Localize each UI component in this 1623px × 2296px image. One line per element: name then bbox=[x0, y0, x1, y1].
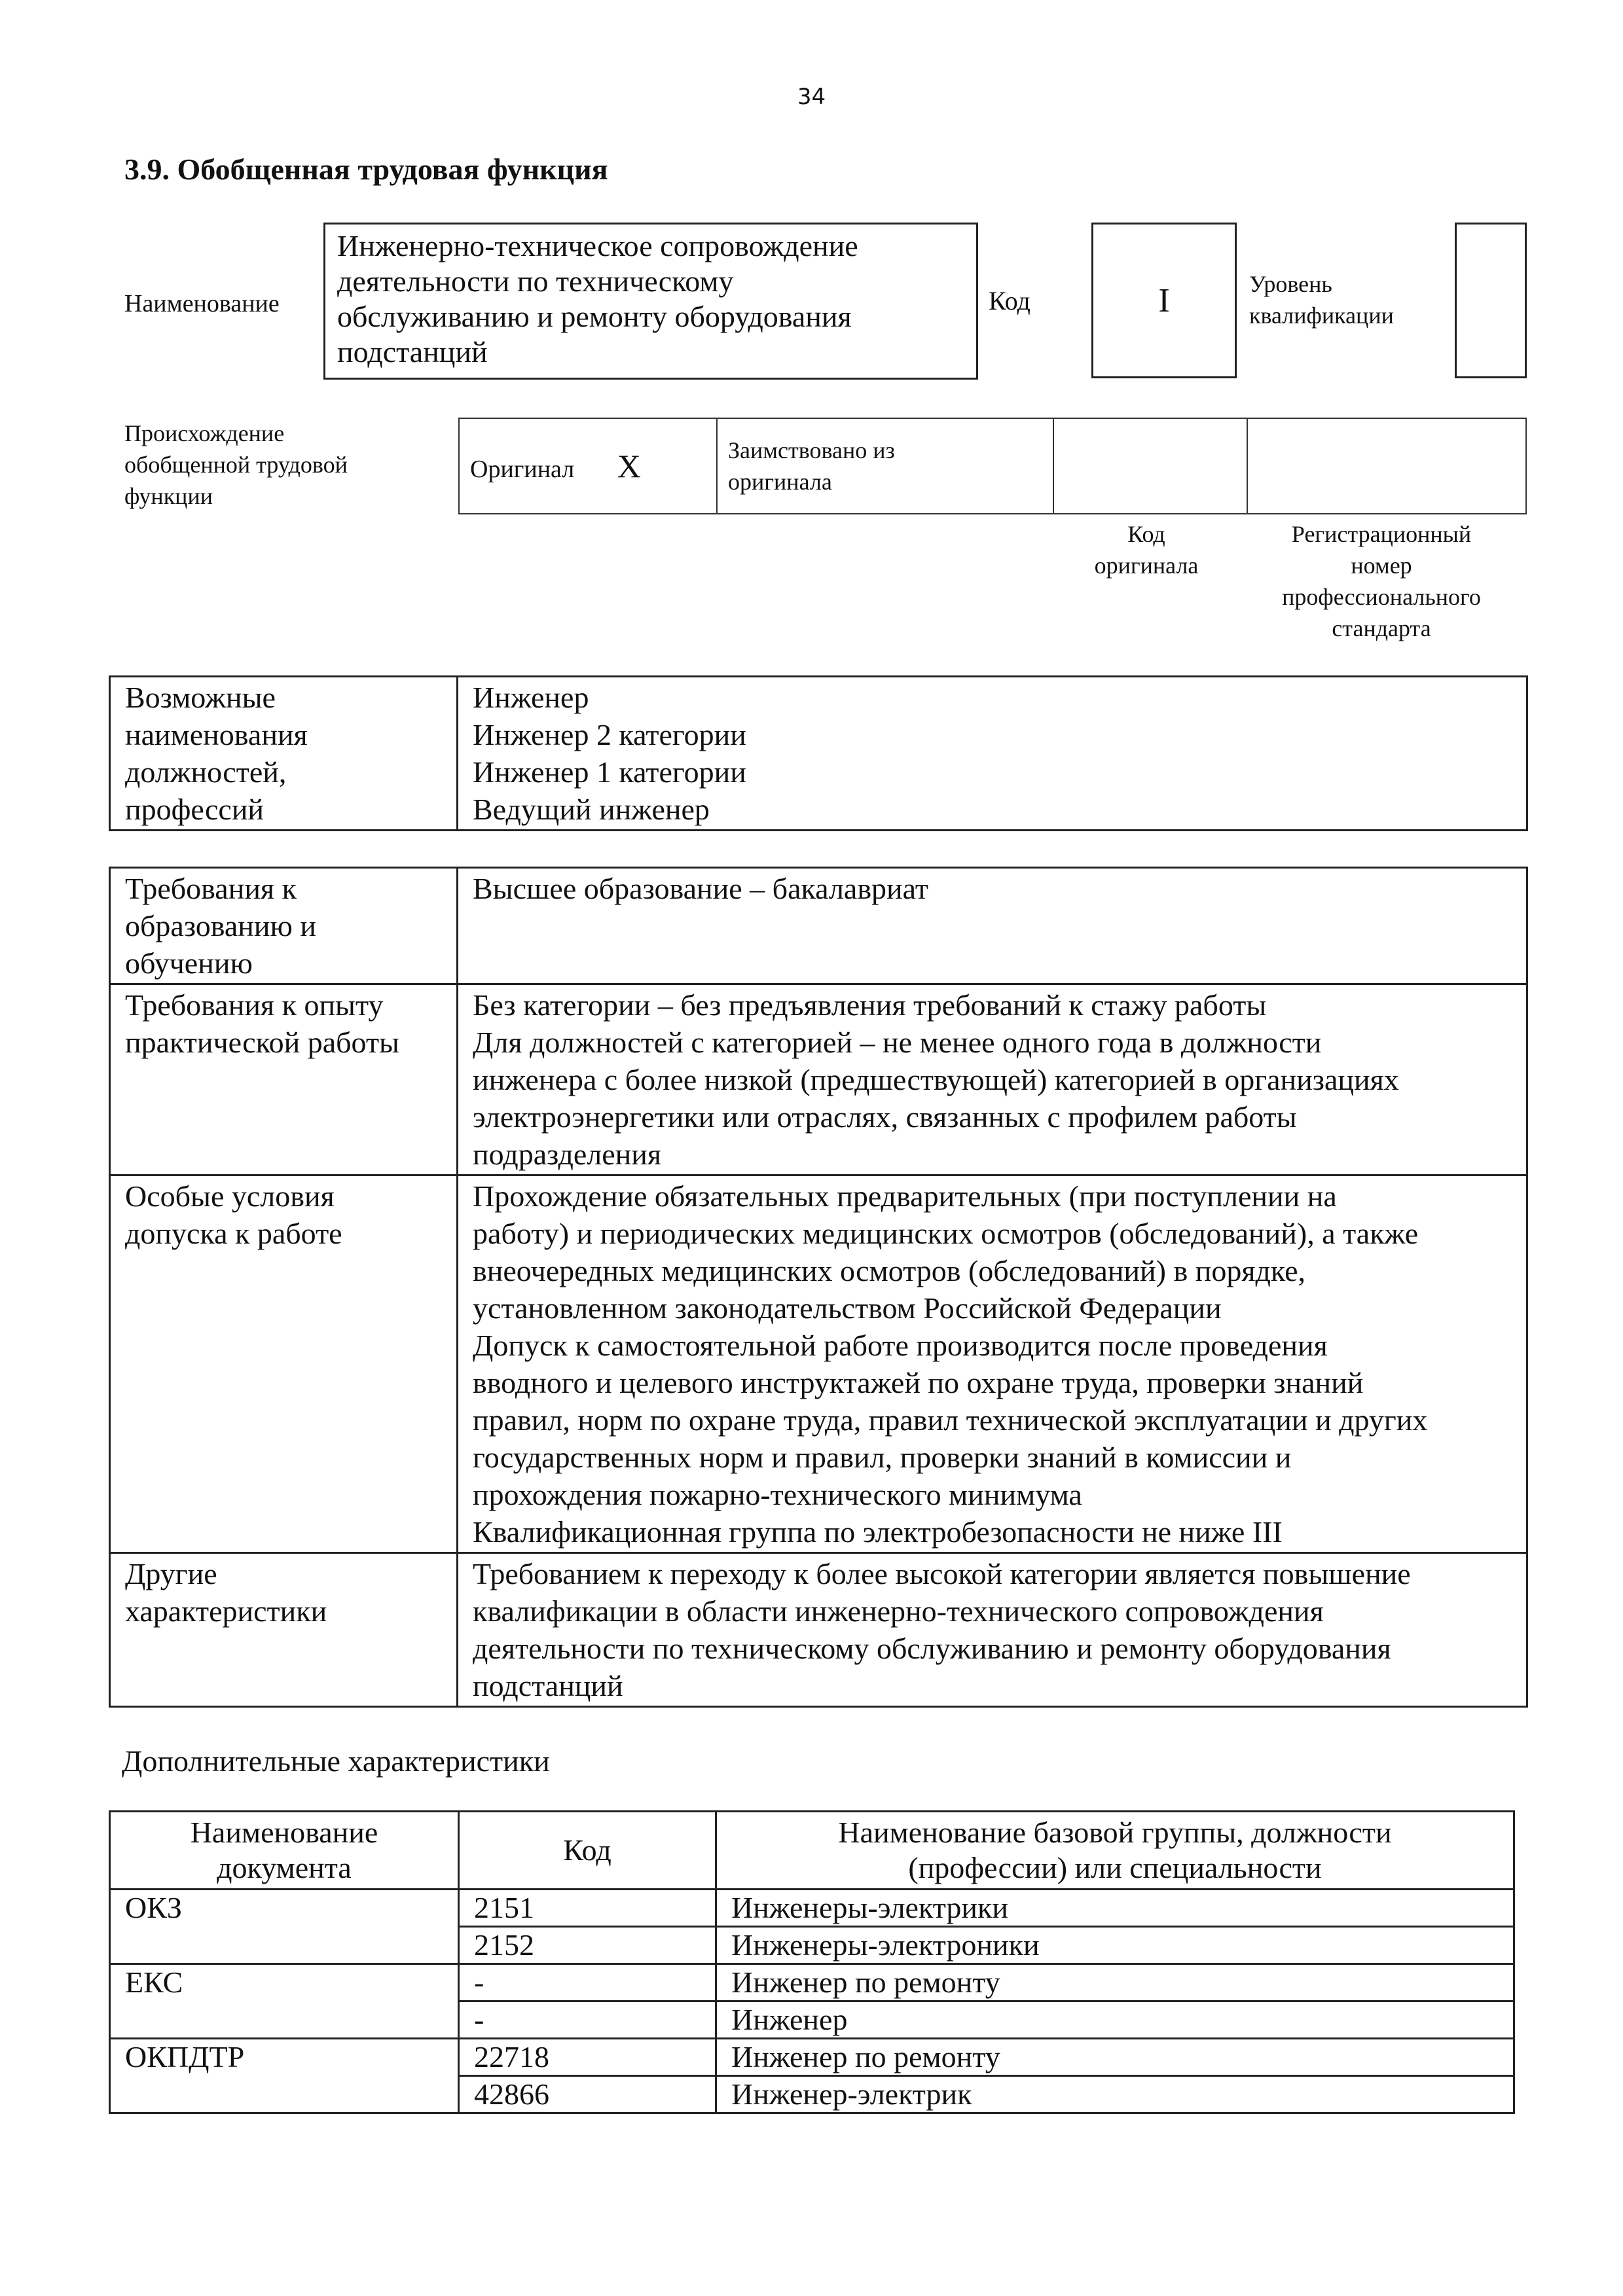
additional-table bbox=[109, 1810, 1515, 2114]
header-line: Наименование базовой группы, должности bbox=[838, 1816, 1392, 1849]
requirement-row-other bbox=[110, 1553, 1527, 1707]
position-item: Инженер 2 категории bbox=[473, 718, 746, 751]
origin-label-line: функции bbox=[124, 483, 213, 509]
value-line: Высшее образование – бакалавриат bbox=[473, 872, 928, 905]
caption-line: оригинала bbox=[1094, 552, 1199, 579]
requirement-value bbox=[458, 1553, 1527, 1707]
name-line: деятельности по техническому bbox=[337, 264, 734, 298]
name-line: подстанций bbox=[337, 335, 488, 368]
header-code: Код bbox=[459, 1812, 716, 1890]
caption-line: стандарта bbox=[1332, 615, 1431, 641]
level-box bbox=[1455, 223, 1527, 378]
value-line: правил, норм по охране труда, правил технической эксплуатации и других bbox=[473, 1403, 1428, 1437]
group-cell: Инженер по ремонту bbox=[716, 1964, 1514, 2001]
positions-label bbox=[110, 677, 458, 831]
origin-borrowed-cell bbox=[717, 418, 1053, 514]
caption-line: Код bbox=[1127, 521, 1165, 547]
code-box bbox=[1091, 223, 1237, 378]
doc-cell: ОКПДТР bbox=[110, 2039, 459, 2113]
caption-line: Регистрационный bbox=[1291, 521, 1472, 547]
value-line: Для должностей с категорией – не менее одного года в должности bbox=[473, 1026, 1322, 1059]
code-label: Код bbox=[989, 286, 1030, 315]
label-line: Возможные bbox=[125, 681, 276, 714]
value-line: работу) и периодических медицинских осмотров (обследований), а также bbox=[473, 1217, 1419, 1250]
page-number: 34 bbox=[797, 84, 826, 110]
positions-list bbox=[458, 677, 1527, 831]
label-line: обучению bbox=[125, 946, 253, 980]
name-line: обслуживанию и ремонту оборудования bbox=[337, 300, 852, 333]
origin-original-cell bbox=[459, 418, 717, 514]
code-cell: 22718 bbox=[459, 2039, 716, 2076]
label-line: практической работы bbox=[125, 1026, 399, 1059]
positions-table bbox=[109, 675, 1528, 831]
group-cell: Инженеры-электрики bbox=[716, 1890, 1514, 1927]
value-line: электроэнергетики или отраслях, связанных с профилем работы bbox=[473, 1100, 1297, 1134]
code-cell: 2152 bbox=[459, 1927, 716, 1964]
origin-label-line: Происхождение bbox=[124, 420, 285, 446]
additional-title: Дополнительные характеристики bbox=[122, 1744, 550, 1778]
label-line: должностей, bbox=[125, 755, 287, 789]
origin-code-cell bbox=[1053, 418, 1247, 514]
table-row bbox=[110, 2039, 1514, 2076]
caption-line: номер bbox=[1351, 552, 1412, 579]
origin-label-line: обобщенной трудовой bbox=[124, 452, 348, 478]
origin-mark: X bbox=[617, 448, 641, 484]
position-item: Инженер bbox=[473, 681, 589, 714]
label-line: Особые условия bbox=[125, 1179, 335, 1213]
requirement-label bbox=[110, 1553, 458, 1707]
value-line: вводного и целевого инструктажей по охране труда, проверки знаний bbox=[473, 1366, 1364, 1399]
doc-cell: ЕКС bbox=[110, 1964, 459, 2039]
header-doc bbox=[110, 1812, 459, 1890]
group-cell: Инженер по ремонту bbox=[716, 2039, 1514, 2076]
value-line: внеочередных медицинских осмотров (обследований) в порядке, bbox=[473, 1254, 1306, 1287]
code-cell: 42866 bbox=[459, 2076, 716, 2113]
value-line: Допуск к самостоятельной работе производится после проведения bbox=[473, 1329, 1328, 1362]
origin-reg-cell bbox=[1247, 418, 1526, 514]
header-group bbox=[716, 1812, 1514, 1890]
value-line: квалификации в области инженерно-технического сопровождения bbox=[473, 1594, 1324, 1628]
table-row bbox=[110, 1964, 1514, 2001]
label-line: Требования к опыту bbox=[125, 988, 384, 1022]
doc-cell: ОКЗ bbox=[110, 1890, 459, 1964]
group-cell: Инженеры-электроники bbox=[716, 1927, 1514, 1964]
origin-table bbox=[458, 418, 1527, 514]
label-line: наименования bbox=[125, 718, 308, 751]
value-line: деятельности по техническому обслуживанию и ремонту оборудования bbox=[473, 1632, 1391, 1665]
header-line: документа bbox=[217, 1851, 352, 1884]
label-line: характеристики bbox=[125, 1594, 327, 1628]
value-line: Требованием к переходу к более высокой категории является повышение bbox=[473, 1557, 1411, 1590]
value-line: подразделения bbox=[473, 1138, 662, 1171]
code-cell: 2151 bbox=[459, 1890, 716, 1927]
value-line: Прохождение обязательных предварительных (при поступлении на bbox=[473, 1179, 1337, 1213]
level-label bbox=[1249, 268, 1394, 331]
value-line: подстанций bbox=[473, 1669, 623, 1702]
requirement-row-experience bbox=[110, 984, 1527, 1175]
requirement-value bbox=[458, 868, 1527, 984]
label-line: Требования к bbox=[125, 872, 297, 905]
position-item: Ведущий инженер bbox=[473, 793, 710, 826]
origin-borrowed-line: оригинала bbox=[728, 469, 832, 495]
requirement-label bbox=[110, 984, 458, 1175]
code-value: I bbox=[1158, 281, 1170, 319]
origin-borrowed-line: Заимствовано из bbox=[728, 437, 895, 463]
label-line: допуска к работе bbox=[125, 1217, 342, 1250]
value-line: установленном законодательством Российской Федерации bbox=[473, 1291, 1222, 1325]
label-line: образованию и bbox=[125, 909, 316, 942]
name-line: Инженерно-техническое сопровождение bbox=[337, 229, 858, 262]
name-box bbox=[323, 223, 978, 380]
code-cell: - bbox=[459, 1964, 716, 2001]
requirement-label bbox=[110, 868, 458, 984]
value-line: государственных норм и правил, проверки знаний в комиссии и bbox=[473, 1441, 1292, 1474]
section-heading: 3.9. Обобщенная трудовая функция bbox=[124, 152, 608, 186]
requirement-row-education bbox=[110, 868, 1527, 984]
name-label: Наименование bbox=[124, 290, 280, 317]
level-label-line: Уровень bbox=[1249, 271, 1332, 297]
header-line: Наименование bbox=[190, 1816, 378, 1849]
requirements-table bbox=[109, 867, 1528, 1708]
caption-line: профессионального bbox=[1282, 584, 1481, 610]
label-line: профессий bbox=[125, 793, 264, 826]
value-line: Квалификационная группа по электробезопасности не ниже III bbox=[473, 1515, 1283, 1549]
label-line: Другие bbox=[125, 1557, 217, 1590]
origin-code-caption bbox=[1061, 518, 1232, 581]
group-cell: Инженер-электрик bbox=[716, 2076, 1514, 2113]
origin-original-label: Оригинал bbox=[470, 456, 575, 483]
value-line: инженера с более низкой (предшествующей) категорией в организациях bbox=[473, 1063, 1399, 1096]
additional-header-row bbox=[110, 1812, 1514, 1890]
header-line: (профессии) или специальности bbox=[908, 1851, 1322, 1884]
requirement-value bbox=[458, 984, 1527, 1175]
requirement-label bbox=[110, 1175, 458, 1553]
value-line: Без категории – без предъявления требований к стажу работы bbox=[473, 988, 1267, 1022]
table-row bbox=[110, 1890, 1514, 1927]
level-label-line: квалификации bbox=[1249, 302, 1394, 329]
code-cell: - bbox=[459, 2001, 716, 2039]
origin-reg-caption bbox=[1237, 518, 1525, 644]
origin-label bbox=[124, 418, 348, 512]
requirement-value bbox=[458, 1175, 1527, 1553]
requirement-row-admission bbox=[110, 1175, 1527, 1553]
value-line: прохождения пожарно-технического минимума bbox=[473, 1478, 1082, 1511]
group-cell: Инженер bbox=[716, 2001, 1514, 2039]
position-item: Инженер 1 категории bbox=[473, 755, 746, 789]
